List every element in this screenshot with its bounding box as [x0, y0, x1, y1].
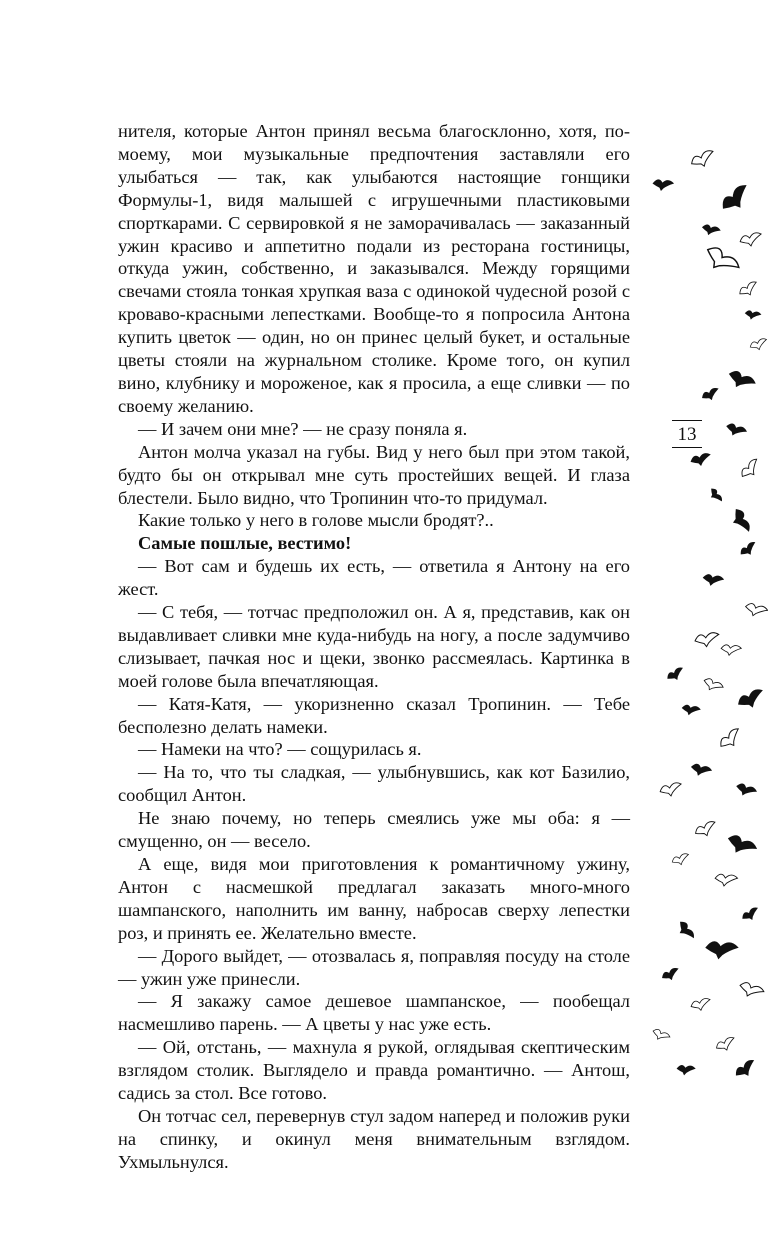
- bird-icon: [694, 820, 719, 839]
- paragraph: — Вот сам и будешь их есть, — ответила я Антону на его жест.: [118, 556, 630, 600]
- bird-icon: [681, 703, 701, 717]
- bird-icon: [735, 781, 758, 799]
- paragraph: Не знаю почему, но теперь смеялись уже мы оба: я — смущенно, он — весело.: [118, 808, 630, 852]
- bird-icon: [690, 998, 711, 1012]
- bird-icon: [690, 762, 712, 779]
- bird-icon: [705, 939, 738, 961]
- bird-icon: [701, 223, 721, 238]
- bird-icon: [702, 676, 725, 695]
- bird-icon: [702, 572, 724, 588]
- bird-icon: [749, 338, 768, 352]
- bird-icon: [739, 232, 763, 248]
- body-text: [118, 120, 630, 1174]
- bird-icon: [714, 872, 738, 888]
- paragraph: — Дорого выйдет, — отозвалась я, поправляя посуду на столе — ужин уже принесли.: [118, 945, 630, 989]
- bird-icon: [717, 727, 744, 752]
- bird-icon: [725, 832, 758, 860]
- bird-icon: [741, 907, 761, 923]
- bird-icon: [676, 1064, 695, 1077]
- paragraph: — На то, что ты сладкая, — улыбнувшись, как кот Базилио, сообщил Антон.: [118, 762, 630, 806]
- paragraph: — Намеки на что? — сощурилась я.: [138, 739, 422, 760]
- bird-icon: [659, 782, 683, 798]
- paragraph: — Я закажу самое дешевое шампанское, — пообещал насмешливо парень. — А цветы у нас уже есть.: [118, 991, 630, 1035]
- paragraph: Какие только у него в голове мысли бродят?..: [138, 510, 494, 531]
- bird-icon: [744, 601, 768, 620]
- bird-icon: [652, 178, 673, 192]
- bird-icon: [666, 667, 686, 683]
- bird-icon: [715, 1036, 737, 1053]
- paragraph: — И зачем они мне? — не сразу поняла я.: [138, 418, 468, 439]
- bird-icon: [737, 979, 765, 1001]
- bird-icon: [738, 458, 763, 481]
- bird-icon: [701, 387, 721, 402]
- paragraph: нителя, которые Антон принял весьма благосклонно, хотя, по-моему, мои музыкальные предпочтения заставляли его улыбаться — так, как улыбаются настоящие гонщики Формулы-1, видя малышей с игрушечными пластиковыми спорткарами. С сервировкой я не заморачивалась — заказанный ужин красиво и аппетитно подали из ресторана гостиницы, откуда ужин, собственно, и заказывался. Между горящими свечами стояла тонкая хрупкая ваза с одинокой чудесной розой с кроваво-красными лепестками. Вообще-то я попросила Антона купить цветок — один, но он принес целый букет, и остальные цветы стояли на журнальном столике. Кроме того, он купил вино, клубнику и мороженое, как я просила, а еще сливки — по своему желанию.: [118, 121, 630, 416]
- paragraph: — Ой, отстань, — махнула я рукой, оглядывая скептическим взглядом столик. Выглядело и правда романтично. — Антош, садись за стол. Все готово.: [118, 1037, 630, 1104]
- bird-icon: [730, 507, 751, 534]
- bird-icon: [736, 688, 766, 711]
- paragraph: А еще, видя мои приготовления к романтичному ужину, Антон с насмешкой предлагал заказать много-много шампанского, наполнить им ванну, набросав сверху лепестки роз, и принять ее. Желательно вместе.: [118, 854, 630, 943]
- paragraph: — С тебя, — тотчас предположил он. А я, представив, как он выдавливает сливки мне куда-нибудь на ногу, а после задумчиво слизывает, пачкая нос и щеки, звонко рассмеялась. Картинка в моей голове была впечатляющая.: [118, 602, 630, 691]
- paragraph: — Катя-Катя, — укоризненно сказал Тропинин. — Тебе бесполезно делать намеки.: [118, 693, 630, 737]
- bird-icon: [739, 541, 759, 558]
- bird-icon: [651, 1027, 671, 1044]
- bird-icon: [733, 1059, 758, 1080]
- bird-icon: [726, 368, 756, 394]
- bird-icon: [719, 183, 754, 215]
- paragraph: Он тотчас сел, перевернув стул задом наперед и положив руки на спинку, и окинул меня внимательным взглядом. Ухмыльнулся.: [118, 1105, 630, 1172]
- bird-icon: [676, 919, 695, 942]
- paragraph: Антон молча указал на губы. Вид у него был при этом такой, будто бы он открывал мне суть простейших вещей. И глаза блестели. Было видно, что Тропинин что-то придумал.: [118, 441, 630, 508]
- bird-icon: [661, 967, 681, 982]
- bird-icon: [720, 643, 741, 657]
- bird-icon: [689, 149, 716, 170]
- bird-icon: [738, 280, 761, 298]
- bird-icon: [690, 453, 711, 467]
- paragraph-bold: Самые пошлые, вестимо!: [138, 533, 352, 554]
- bird-icon: [725, 421, 748, 439]
- bird-icon: [708, 487, 723, 505]
- flock-of-birds-icon: [640, 140, 768, 1090]
- bird-icon: [702, 242, 741, 279]
- bird-icon: [744, 309, 761, 321]
- page-number: 13: [677, 424, 697, 445]
- bird-icon: [671, 853, 691, 867]
- bird-icon: [694, 632, 719, 647]
